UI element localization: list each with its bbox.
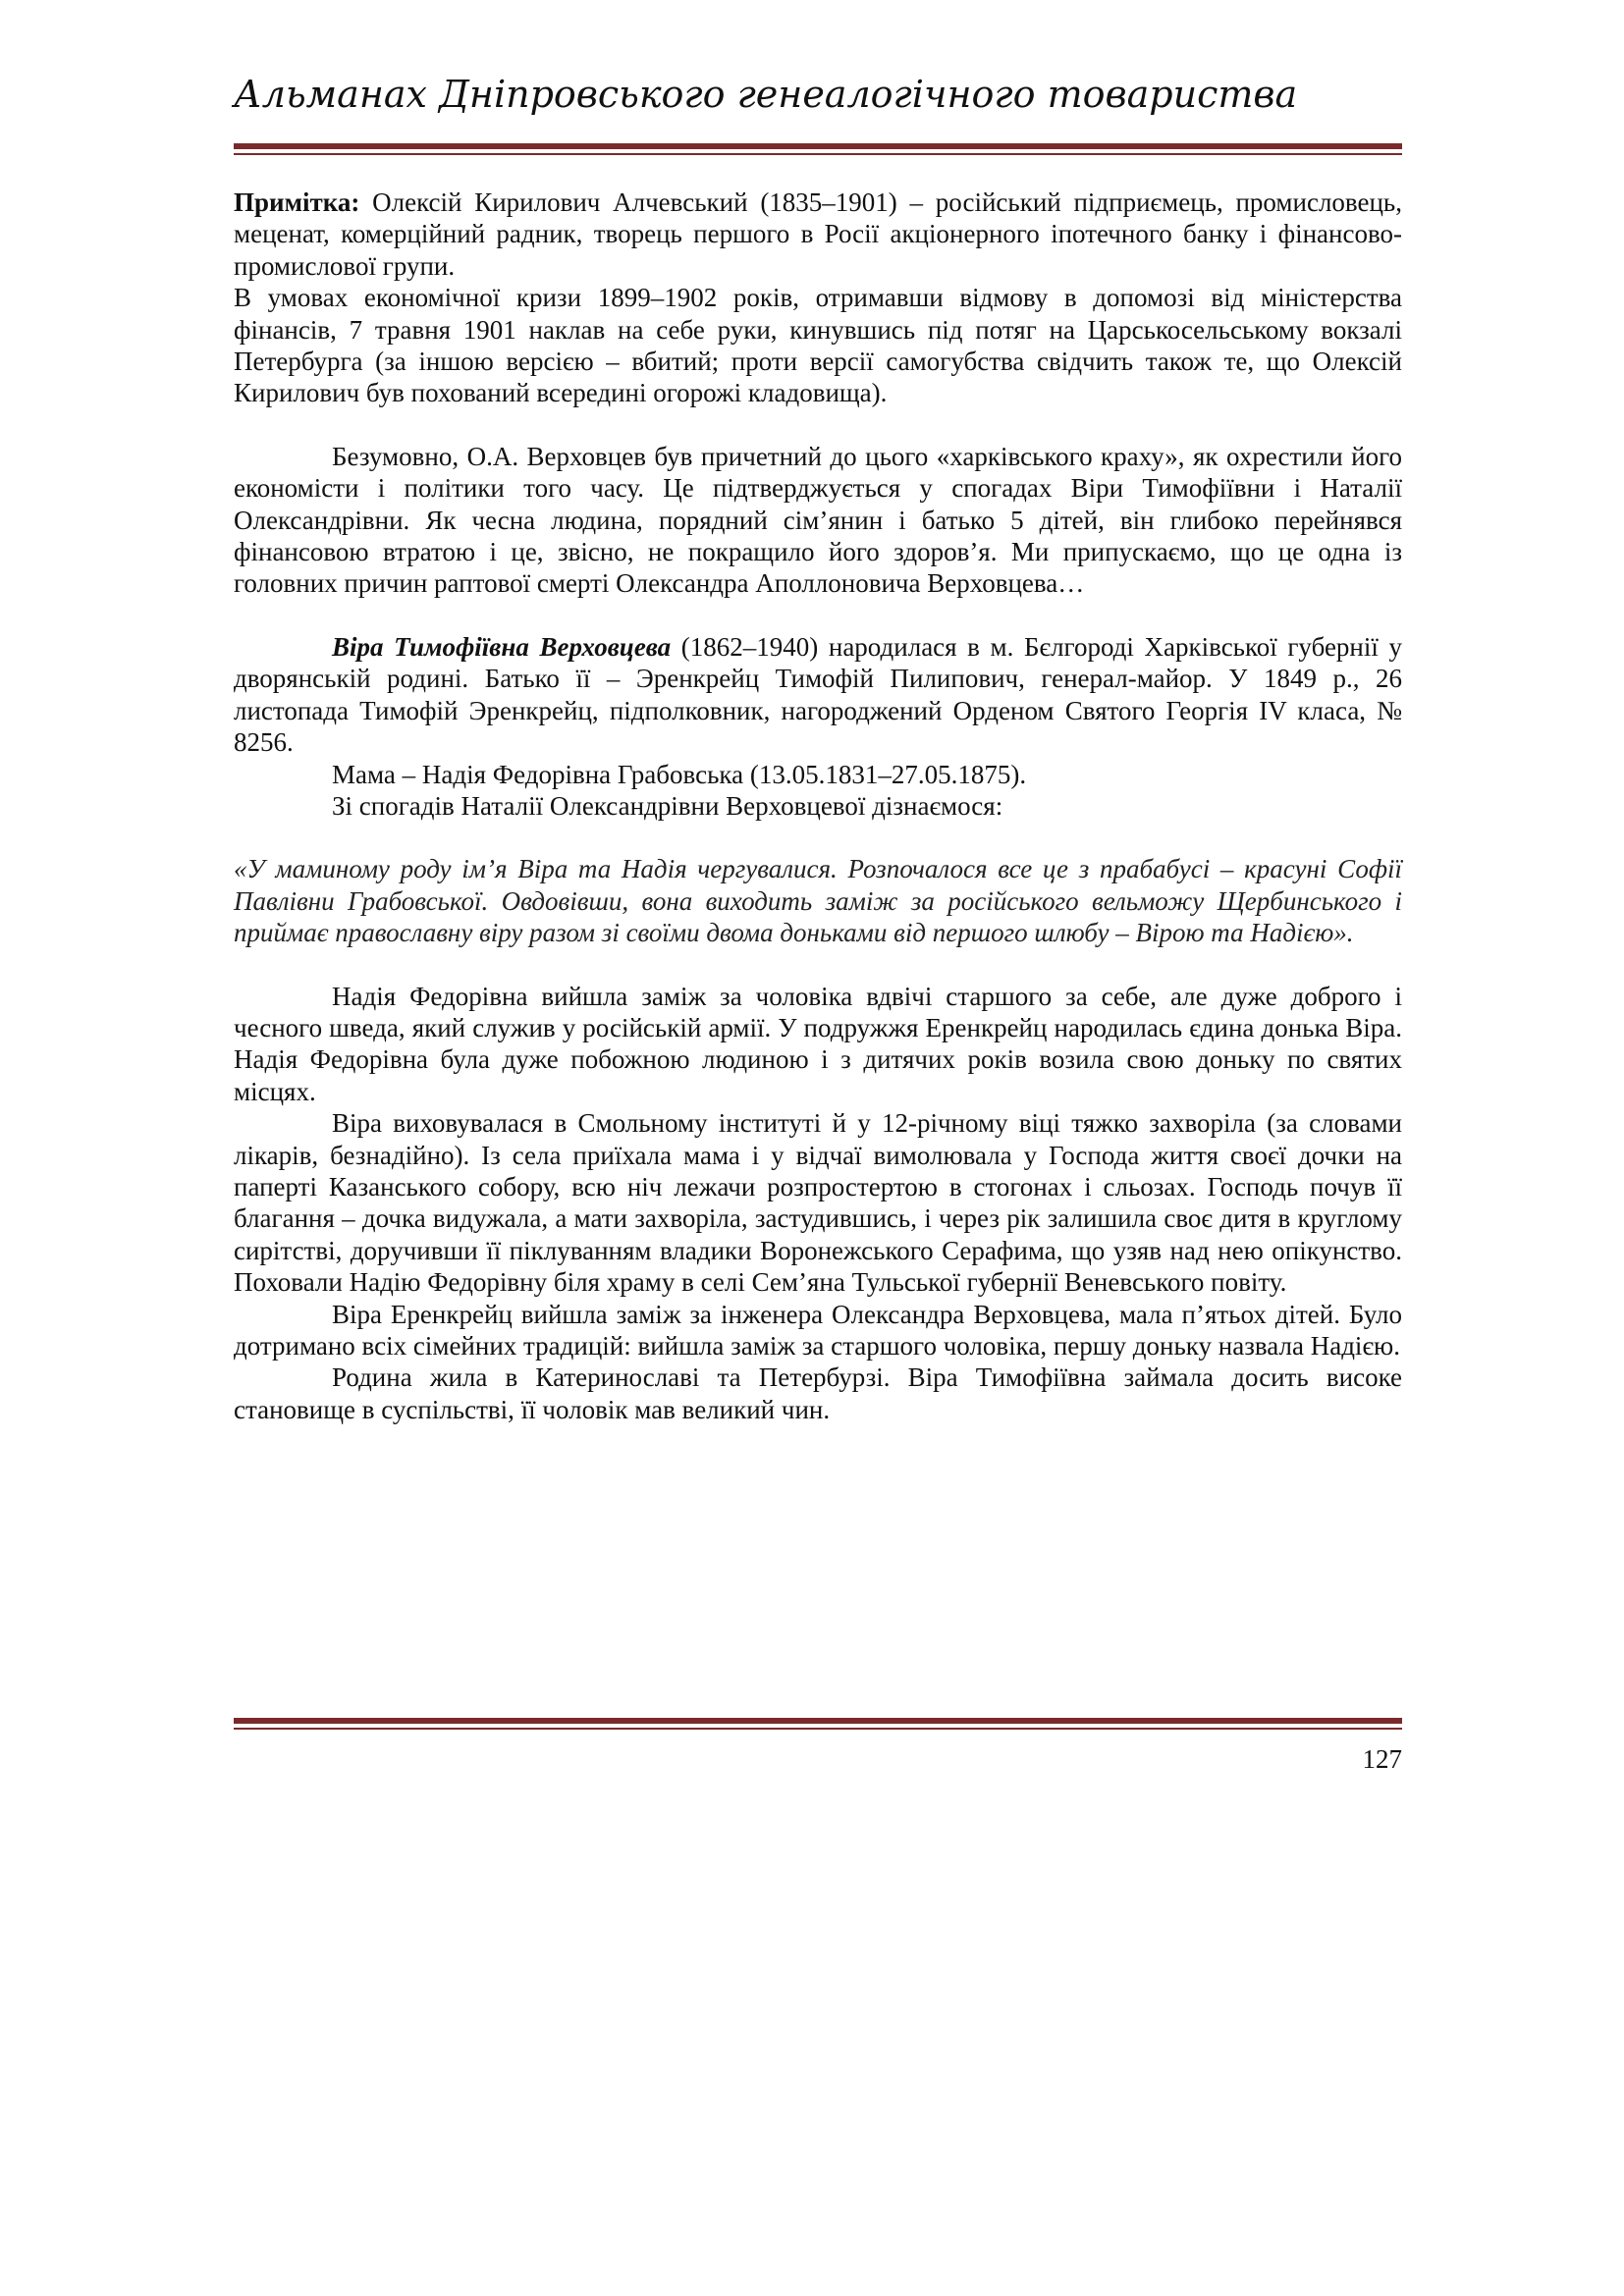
page-number: 127: [1362, 1744, 1402, 1774]
paragraph: Надія Федорівна вийшла заміж за чоловіка вдвічі старшого за себе, але дуже доброго і чесного шведа, який служив у російській армії. У подружжя Еренкрейц народилась єдина донька Віра. Надія Федорівна була дуже побожною людиною і з дитячих років возила свою доньку по святих місцях.: [234, 981, 1402, 1106]
note-label: Примітка:: [234, 187, 360, 217]
note-paragraph: [234, 187, 1402, 282]
note-text: Олексій Кирилович Алчевський (1835–1901) – російський підприємець, промисловець, меценат, комерційний радник, творець першого в Росії акціонерного іпотечного банку і фінансово-промислової групи.: [234, 187, 1402, 281]
paragraph: Віра Еренкрейц вийшла заміж за інженера Олександра Верховцева, мала п’ятьох дітей. Було дотримано всіх сімейних традицій: вийшла заміж за старшого чоловіка, першу доньку назвала Надією.: [234, 1299, 1402, 1361]
paragraph: Зі спогадів Наталії Олександрівни Верховцевої дізнаємося:: [332, 790, 1003, 821]
paragraph-vira: [234, 631, 1402, 759]
paragraph: Віра виховувалася в Смольному інституті й у 12-річному віці тяжко захворіла (за словами лікарів, безнадійно). Із села приїхала мама і у відчаї вимолювала у Господа життя своєї дочки на паперті Казанського собору, всю ніч лежачи розпростертою в стогонах і сльозах. Господь почув її благання – дочка видужала, а мати захворіла, застудившись, і через рік залишила своє дитя в круглому сирітстві, доручивши її піклуванням владики Воронежського Серафима, що узяв над нею опікунство. Поховали Надію Федорівну біля храму в селі Сем’яна Тульської губернії Веневського повіту.: [234, 1108, 1402, 1298]
running-header-title: Альманах Дніпровського генеалогічного товариства: [234, 73, 1298, 116]
paragraph: Безумовно, О.А. Верховцев був причетний до цього «харківського краху», як охрестили його економісти і політики того часу. Це підтверджується у спогадах Віри Тимофіївни і Наталії Олександрівни. Як чесна людина, порядний сім’янин і батько 5 дітей, він глибоко перейнявся фінансовою втратою і це, звісно, не покращило його здоров’я. Ми припускаємо, що це одна із головних причин раптової смерті Олександра Аполлоновича Верховцева…: [234, 441, 1402, 599]
note-paragraph-2: В умовах економічної кризи 1899–1902 років, отримавши відмову в допомозі від міністерства фінансів, 7 травня 1901 наклав на себе руки, кинувшись під потяг на Царськосельському вокзалі Петербурга (за іншою версією – вбитий; проти версії самогубства свідчить також те, що Олексій Кирилович був похований всередині огорожі кладовища).: [234, 283, 1402, 408]
footer-rule: [234, 1718, 1402, 1730]
person-name: Віра Тимофіївна Верховцева: [332, 631, 672, 662]
paragraph: Мама – Надія Федорівна Грабовська (13.05.1831–27.05.1875).: [332, 759, 1027, 789]
paragraph: Родина жила в Катеринославі та Петербурзі. Віра Тимофіївна займала досить високе становище в суспільстві, її чоловік мав великий чин.: [234, 1362, 1402, 1424]
body-text: [234, 187, 1402, 1425]
paragraph-text: (1862–1940) народилася в м. Бєлгороді Харківської губернії у дворянській родині. Батько її – Эренкрейц Тимофій Пилипович, генерал-майор. У 1849 р., 26 листопада Тимофій Эренкрейц, підполковник, нагороджений Орденом Святого Георгія IV класа, № 8256.: [234, 631, 1402, 758]
header-rule: [234, 143, 1402, 155]
memoir-quote: «У маминому роду ім’я Віра та Надія чергувалися. Розпочалося все це з прабабусі – красуні Софії Павлівни Грабовської. Овдовівши, вона виходить заміж за російського вельможу Щербинського і приймає православну віру разом зі своїми двома доньками від першого шлюбу – Вірою та Надією».: [234, 854, 1402, 948]
